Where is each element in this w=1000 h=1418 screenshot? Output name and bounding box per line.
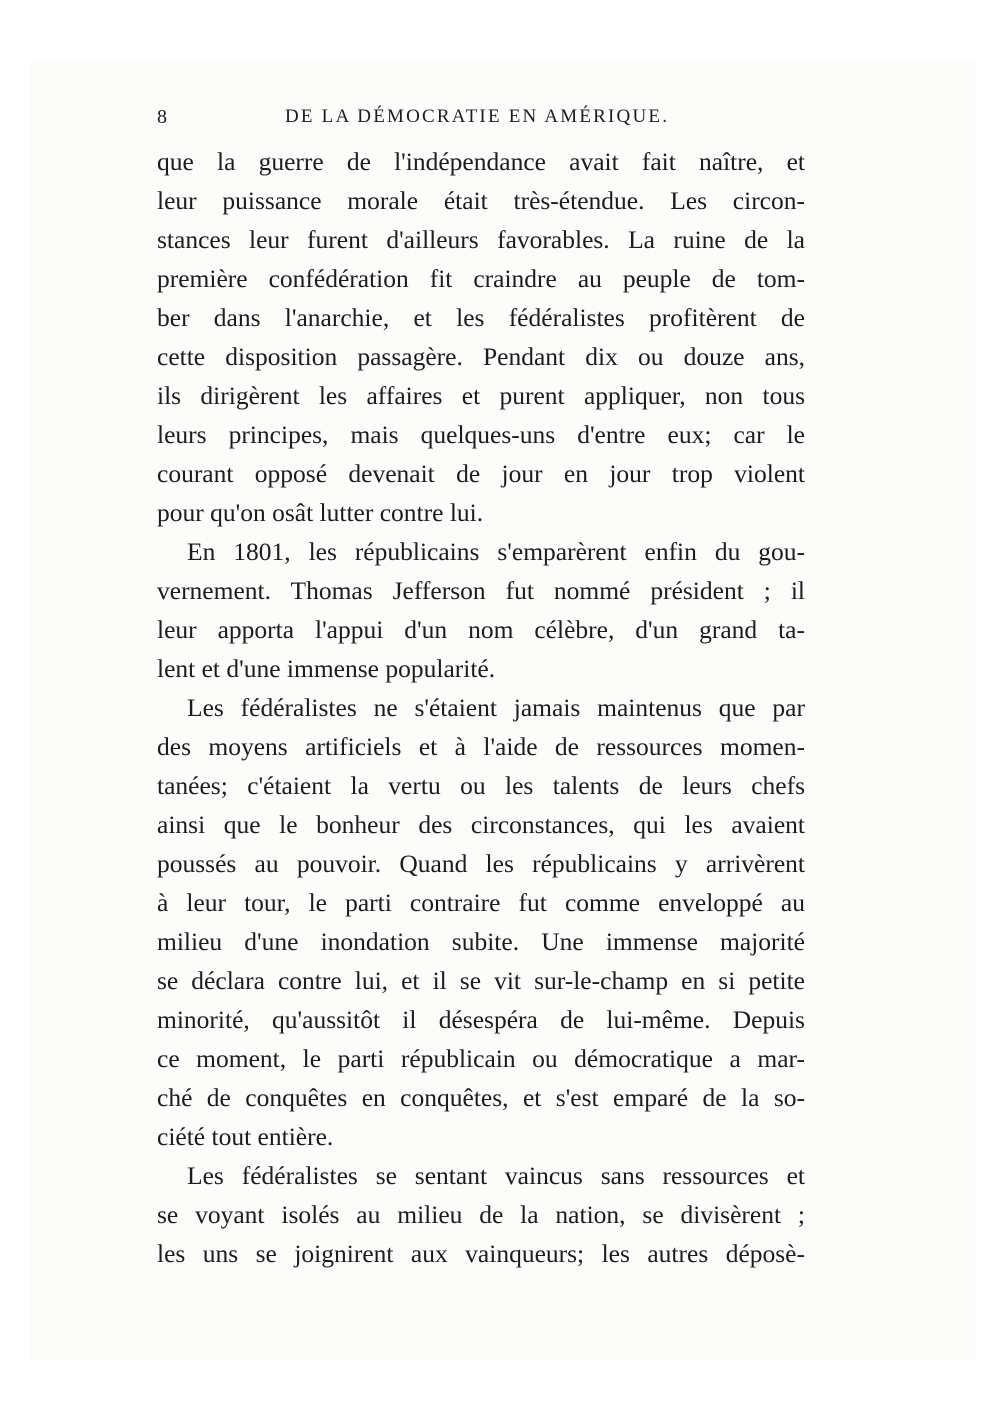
text-line: première confédération fit craindre au peuple de tom- (157, 264, 805, 293)
text-line: Les fédéralistes ne s'étaient jamais maintenus que par (187, 693, 805, 722)
paragraph (157, 532, 805, 688)
paragraph (157, 142, 805, 532)
text-line: cette disposition passagère. Pendant dix ou douze ans, (157, 342, 805, 371)
text-line: minorité, qu'aussitôt il désespéra de lui-même. Depuis (157, 1005, 805, 1034)
text-line: poussés au pouvoir. Quand les républicains y arrivèrent (157, 849, 805, 878)
text-line: leur apporta l'appui d'un nom célèbre, d'un grand ta- (157, 615, 805, 644)
text-line: stances leur furent d'ailleurs favorables. La ruine de la (157, 225, 805, 254)
running-head (157, 106, 805, 136)
running-title: DE LA DÉMOCRATIE EN AMÉRIQUE. (285, 106, 670, 127)
text-line: ché de conquêtes en conquêtes, et s'est emparé de la so- (157, 1083, 805, 1112)
text-line: ainsi que le bonheur des circonstances, qui les avaient (157, 810, 805, 839)
text-line: ciété tout entière. (157, 1122, 334, 1151)
paragraph (157, 1156, 805, 1273)
text-line: à leur tour, le parti contraire fut comme enveloppé au (157, 888, 805, 917)
text-line: leur puissance morale était très-étendue. Les circon- (157, 186, 805, 215)
text-line: pour qu'on osât lutter contre lui. (157, 498, 484, 527)
text-line: leurs principes, mais quelques-uns d'entre eux; car le (157, 420, 805, 449)
text-line: ber dans l'anarchie, et les fédéralistes profitèrent de (157, 303, 805, 332)
body-text (157, 142, 805, 1273)
text-line: Les fédéralistes se sentant vaincus sans ressources et (187, 1161, 805, 1190)
text-line: tanées; c'étaient la vertu ou les talents de leurs chefs (157, 771, 805, 800)
text-line: courant opposé devenait de jour en jour trop violent (157, 459, 805, 488)
text-line: En 1801, les républicains s'emparèrent enfin du gou- (187, 537, 805, 566)
text-line: les uns se joignirent aux vainqueurs; les autres déposè- (157, 1239, 805, 1268)
text-line: des moyens artificiels et à l'aide de ressources momen- (157, 732, 805, 761)
text-line: ils dirigèrent les affaires et purent appliquer, non tous (157, 381, 805, 410)
paragraph (157, 688, 805, 1156)
text-line: milieu d'une inondation subite. Une immense majorité (157, 927, 805, 956)
text-line: que la guerre de l'indépendance avait fait naître, et (157, 147, 805, 176)
text-line: lent et d'une immense popularité. (157, 654, 496, 683)
text-line: vernement. Thomas Jefferson fut nommé président ; il (157, 576, 805, 605)
text-line: ce moment, le parti républicain ou démocratique a mar- (157, 1044, 805, 1073)
text-line: se déclara contre lui, et il se vit sur-le-champ en si petite (157, 966, 805, 995)
page-number: 8 (157, 106, 168, 128)
text-line: se voyant isolés au milieu de la nation, se divisèrent ; (157, 1200, 805, 1229)
